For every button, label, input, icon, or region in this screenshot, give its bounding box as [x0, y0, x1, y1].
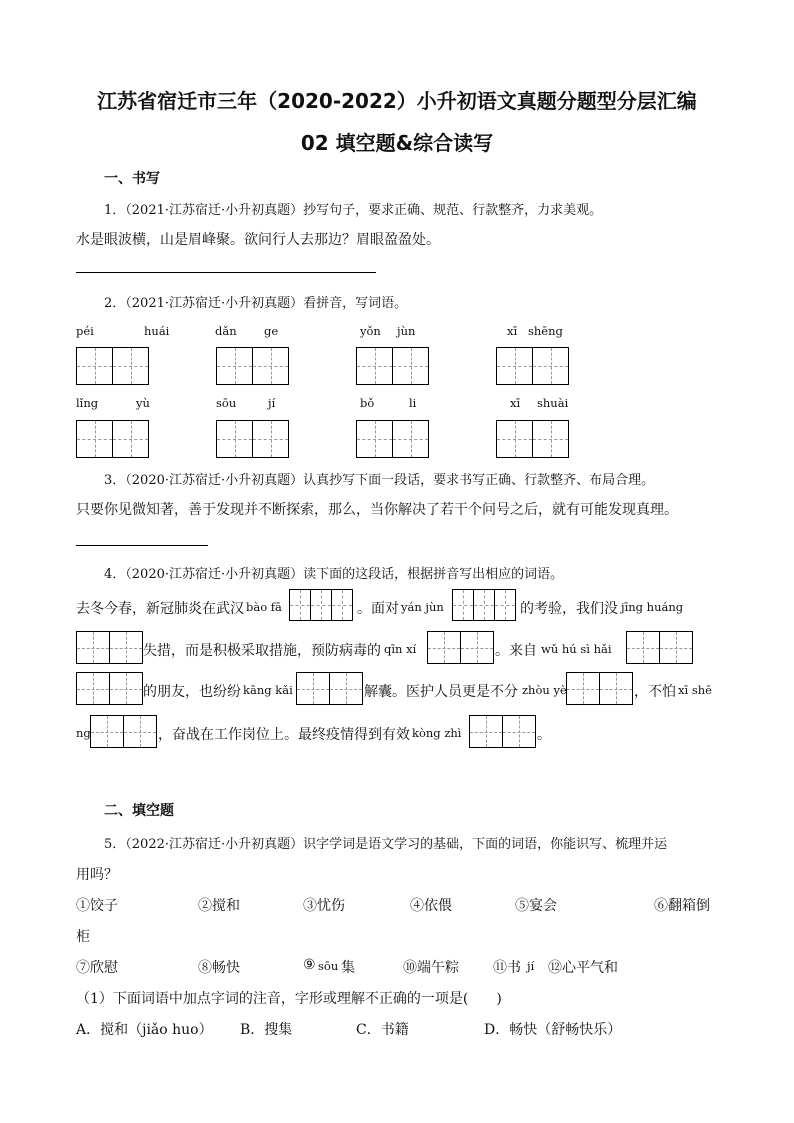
q2-r2-g2-py2: jí: [268, 396, 276, 410]
q4-py-zhouye: zhòu yè: [522, 683, 567, 697]
q4-blank-wuhusihai-a[interactable]: [626, 631, 692, 664]
q5-word-9b: 集: [341, 960, 355, 976]
q5-sub1-stem: （1）下面词语中加点字词的注音，字形或理解不正确的一项是( ): [76, 991, 502, 1007]
q4-blank-yanjun[interactable]: [452, 589, 515, 621]
q5-word-11a: ⑪书: [493, 960, 521, 976]
q5-word-10: ⑩端午粽: [403, 960, 459, 976]
q2-r2-g2-py1: sōu: [216, 396, 237, 410]
q4-l3-text-c: ，不怕: [634, 684, 676, 700]
q4-l3-text-b: 解囊。医护人员更是不分: [364, 684, 518, 700]
q4-blank-xisheng[interactable]: [90, 715, 156, 748]
q5-word-8: ⑧畅快: [198, 960, 240, 976]
q1-stem: 1．（2021·江苏宿迁·小升初真题）抄写句子，要求正确、规范、行款整齐，力求美观。: [104, 203, 603, 218]
q4-py-baofa: bào fā: [246, 600, 282, 614]
q4-py-qinxi: qīn xí: [384, 642, 417, 656]
section1-heading: 一、书写: [104, 171, 160, 187]
q4-l1-text-a: 去冬今春，新冠肺炎在武汉: [76, 601, 244, 617]
q4-blank-qinxi[interactable]: [427, 631, 493, 664]
q5-word-2: ②搅和: [198, 898, 240, 914]
q2-r1-g4-py1: xī: [507, 324, 518, 338]
q3-stem: 3．（2020·江苏宿迁·小升初真题）认真抄写下面一段话，要求书写正确、行款整齐、布局合理。: [104, 473, 655, 488]
q5-word-12: ⑫心平气和: [548, 960, 618, 976]
q5-word-4: ④依偎: [410, 898, 452, 914]
doc-title-line1: 江苏省宿迁市三年（2020-2022）小升初语文真题分题型分层汇编: [97, 89, 697, 113]
q5-word-11-pinyin: jí: [527, 959, 535, 973]
q2-stem: 2．（2021·江苏宿迁·小升初真题）看拼音，写词语。: [104, 296, 408, 311]
q4-l2-text-a: 失措，而是积极采取措施，预防病毒的: [143, 643, 381, 659]
q2-r2-g1-py1: lǐng: [76, 396, 99, 410]
q5-word-9-pinyin: sōu: [318, 959, 339, 973]
q5-stem-line1: 5．（2022·江苏宿迁·小升初真题）识字学词是语文学习的基础，下面的词语，你能识写、梳理并运: [104, 837, 668, 852]
q2-r1-g4-grid[interactable]: [496, 347, 568, 385]
q2-r1-g2-py2: ge: [264, 324, 279, 338]
q2-r2-g2-grid[interactable]: [216, 420, 288, 458]
q2-r1-g4-py2: shēng: [528, 324, 563, 338]
q5-option-b[interactable]: B．搜集: [240, 1022, 293, 1038]
q5-word-5: ⑤宴会: [515, 898, 557, 914]
q5-word-3: ③忧伤: [303, 898, 345, 914]
q4-py-yanjun: yán jùn: [401, 600, 444, 614]
section2-heading: 二、填空题: [104, 803, 174, 819]
q2-r1-g2-grid[interactable]: [216, 347, 288, 385]
q4-l1-text-b: 。面对: [357, 601, 399, 617]
q4-blank-zhouye[interactable]: [566, 672, 632, 705]
q2-r1-g3-grid[interactable]: [356, 347, 428, 385]
q1-answer-line: [76, 272, 376, 273]
q4-l4-text-b: 。: [537, 727, 551, 743]
q2-r2-g4-grid[interactable]: [496, 420, 568, 458]
q4-l1-text-c: 的考验，我们没: [520, 601, 618, 617]
q5-stem-line2: 用吗？: [76, 867, 118, 883]
q4-l4-text-a: ，奋战在工作岗位上。最终疫情得到有效: [158, 727, 410, 743]
q4-l3-text-a: 的朋友，也纷纷: [143, 684, 241, 700]
q2-r1-g1-py2: huái: [144, 324, 170, 338]
q5-option-d[interactable]: D．畅快（舒畅快乐）: [484, 1022, 622, 1038]
q2-r1-g2-py1: dǎn: [215, 324, 237, 338]
q4-py-wuhusihai: wǔ hú sì hǎi: [541, 642, 612, 656]
q2-r2-g3-grid[interactable]: [356, 420, 428, 458]
q2-r2-g4-py1: xī: [510, 396, 521, 410]
q5-word-6a: ⑥翻箱倒: [654, 898, 710, 914]
q2-r2-g1-grid[interactable]: [76, 420, 148, 458]
q4-py-kangkai: kāng kǎi: [243, 683, 293, 697]
q2-r1-g1-grid[interactable]: [76, 347, 148, 385]
q5-word-9a: ⑨: [303, 957, 316, 973]
q4-blank-kangkai[interactable]: [296, 672, 362, 705]
q4-py-xisheng-b: ng: [76, 726, 91, 740]
q4-blank-wuhusihai-b[interactable]: [76, 672, 142, 705]
q2-r2-g3-py1: bǒ: [360, 396, 375, 410]
q2-r2-g3-py2: li: [409, 396, 417, 410]
q4-blank-baofa[interactable]: [289, 589, 352, 621]
q5-option-a[interactable]: A．搅和（jiǎo huo）: [76, 1022, 213, 1038]
q2-r1-g3-py1: yǒn: [360, 324, 381, 338]
q1-text: 水是眼波横，山是眉峰聚。欲问行人去那边？眉眼盈盈处。: [76, 232, 440, 248]
q4-py-jinghuang: jīng huáng: [621, 600, 684, 614]
q5-word-1: ①饺子: [76, 898, 118, 914]
q2-r1-g1-py1: péi: [76, 324, 94, 338]
q2-r2-g4-py2: shuài: [537, 396, 569, 410]
q4-blank-kongzhi[interactable]: [469, 715, 535, 748]
q4-blank-jinghuang[interactable]: [76, 631, 142, 664]
q5-option-c[interactable]: C．书籍: [356, 1022, 409, 1038]
q4-stem: 4．（2020·江苏宿迁·小升初真题）读下面的这段话，根据拼音写出相应的词语。: [104, 567, 564, 582]
q2-r1-g3-py2: jùn: [397, 324, 416, 338]
q4-l2-text-b: 。来自: [495, 643, 537, 659]
doc-title-line2: 02 填空题&综合读写: [300, 131, 494, 155]
q4-py-xisheng-a: xī shē: [678, 683, 712, 697]
q5-word-6b: 柜: [76, 929, 90, 945]
q5-word-7: ⑦欣慰: [76, 960, 118, 976]
q2-r2-g1-py2: yù: [136, 396, 150, 410]
q3-answer-line: [76, 545, 208, 546]
q4-py-kongzhi: kòng zhì: [412, 726, 462, 740]
q3-text: 只要你见微知著，善于发现并不断探索，那么，当你解决了若干个问号之后，就有可能发现真理。: [76, 502, 678, 518]
